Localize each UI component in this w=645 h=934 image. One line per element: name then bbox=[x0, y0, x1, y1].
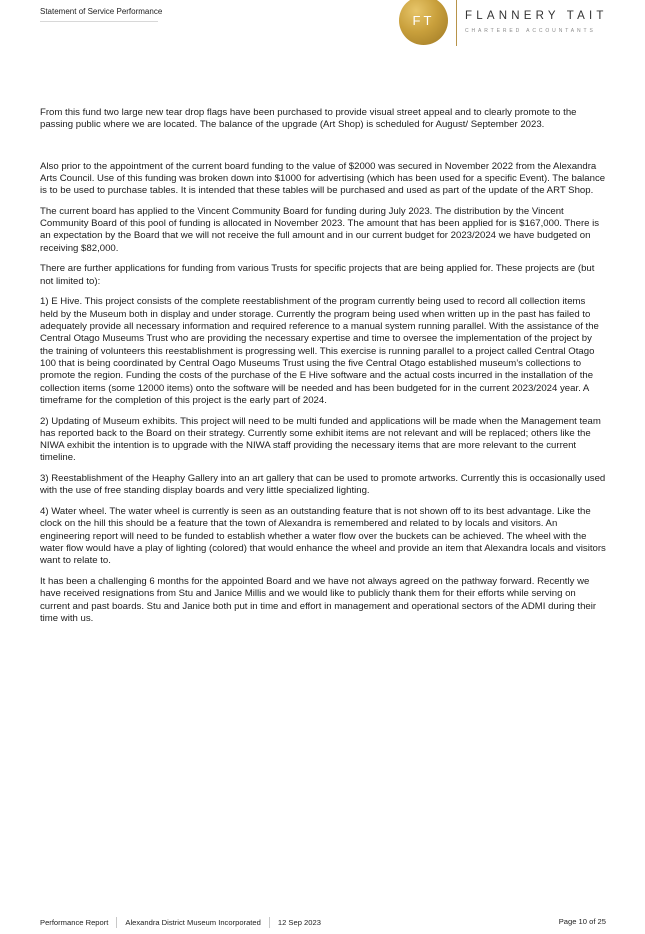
header-divider bbox=[40, 21, 158, 22]
page-number: Page 10 of 25 bbox=[558, 917, 606, 926]
footer-report: Performance Report bbox=[40, 918, 109, 927]
logo-firm-subtitle: CHARTERED ACCOUNTANTS bbox=[465, 28, 596, 34]
project-water-wheel: 4) Water wheel. The water wheel is currently is seen as an outstanding feature that is not shown off to its best advantage. Like the clock on the hill this should be a feature that the town of Alexandra is remembered and related to by locals and visitors. An engineering report will need to be funded to establish whether a water flow over the buckets can be achieved. The wheel with the water flow would have a play of lighting (colored) that would enhance the wheel and provide an item that Alexandra locals and visitors want to relate to. bbox=[40, 506, 606, 567]
logo-firm-name: FLANNERY TAIT bbox=[465, 10, 608, 22]
footer-separator bbox=[269, 917, 270, 928]
logo-divider bbox=[456, 0, 457, 46]
header-title: Statement of Service Performance bbox=[40, 7, 163, 16]
footer-date: 12 Sep 2023 bbox=[277, 918, 321, 927]
project-heaphy-gallery: 3) Reestablishment of the Heaphy Gallery into an art gallery that can be used to promote artworks. Currently this is occasionally used with the use of free standing display boards and very little specialized lighting. bbox=[40, 473, 606, 497]
paragraph-community-board: The current board has applied to the Vincent Community Board for funding during July 2023. The distribution by the Vincent Community Board of this pool of funding is allocated in November 2023. The amount that has been applied for is $167,000. There is an expectation by the Board that we will not receive the full amount and in our current budget for 2023/2024 we have budgeted on receiving $82,000. bbox=[40, 205, 600, 254]
footer-organisation: Alexandra District Museum Incorporated bbox=[125, 918, 261, 927]
project-museum-exhibits: 2) Updating of Museum exhibits. This project will need to be multi funded and applications will be made when the Management team has reported back to the Board on their strategy. Currently some exhibit items are not relevant and will be replaced; others like the NIWA exhibit the intention is to upgrade with the NIWA staff providing the necessary items that are more relevant to the current timeline. bbox=[40, 415, 601, 464]
paragraph-arts-council: Also prior to the appointment of the current board funding to the value of $2000 was secured in November 2022 from the Alexandra Arts Council. Use of this funding was broken down into $1000 for advertising (which has been used for a specific Event). The balance is to be used to purchase tables. It is intended that these tables will be purchased and used as part of the update of the ART Shop. bbox=[40, 160, 606, 197]
footer-separator bbox=[116, 917, 117, 928]
project-e-hive: 1) E Hive. This project consists of the complete reestablishment of the program currently being used to record all collection items held by the Museum both in display and under storage. Currently the program being used when written up in the past has failed to adequately provide all necessary information and required reference to a manual system running parallel. With the assistance of the Central Otago Museums Trust who are providing the necessary expertise and time to oversee the implementation of the project by the training of volunteers this reestablishment is progressing well. This exercise is running parallel to a project called Central Otago 100 that is being coordinated by Central Oago Museums Trust using the five Central Otago established museum’s collections to promote the region. Funding the costs of the purchase of the E Hive software and the actual costs incurred in the installation of the collection items (some 12000 items) onto the software will be needed and has been budgeted for in the current 2023/2024 year. A timeframe for the completion of this project is the early part of 2024. bbox=[40, 296, 599, 406]
paragraph-board-thanks: It has been a challenging 6 months for the appointed Board and we have not always agreed on the pathway forward. Recently we have received resignations from Stu and Janice Millis and we would like to publicly thank them for their efforts while serving on current and past boards. Stu and Janice both put in time and effort in management and operational sectors of the ADMI during their time with us. bbox=[40, 575, 597, 624]
firm-logo bbox=[399, 0, 629, 48]
page-footer bbox=[40, 917, 606, 928]
paragraph-trust-applications: There are further applications for funding from various Trusts for specific projects that are being applied for. These projects are (but not limited to): bbox=[40, 263, 595, 287]
document-body bbox=[40, 107, 606, 634]
paragraph-flags: From this fund two large new tear drop flags have been purchased to provide visual street appeal and to clearly promote to the passing public where we are located. The balance of the upgrade (Art Shop) is scheduled for August/ September 2023. bbox=[40, 107, 577, 131]
logo-monogram: FT bbox=[399, 0, 448, 45]
